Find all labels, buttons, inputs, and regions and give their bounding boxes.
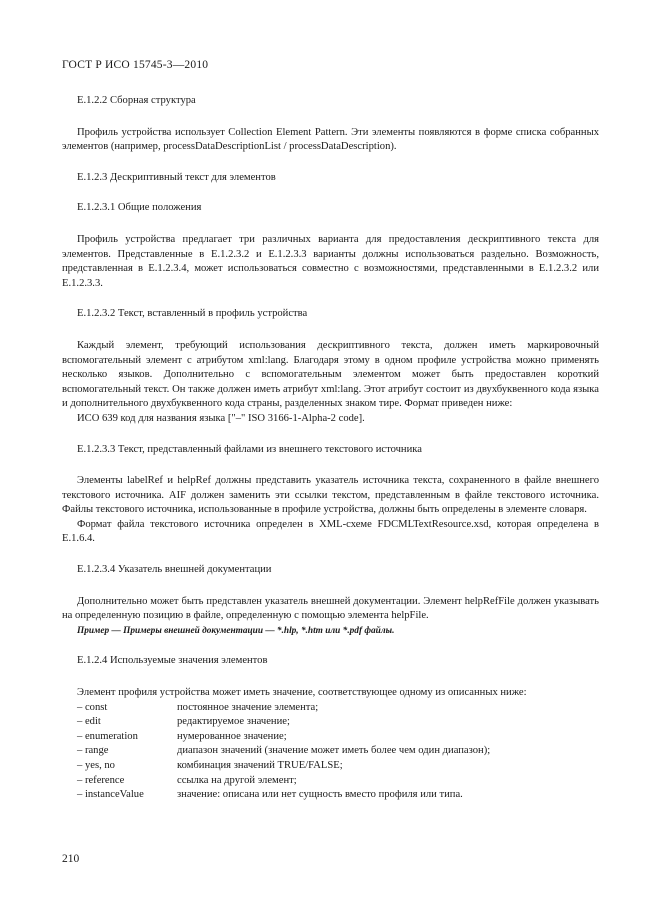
section-heading-e1223: Е.1.2.3 Дескриптивный текст для элементов xyxy=(77,171,276,183)
list-item xyxy=(77,788,599,803)
example-note: Пример — Примеры внешней документации — *.hlp, *.htm или *.pdf файлы. xyxy=(77,625,395,636)
paragraph: Формат файла текстового источника определен в XML-схеме FDCMLTextResource.xsd, которая определена в Е.1.6.4. xyxy=(62,518,599,545)
paragraph: Элемент профиля устройства может иметь значение, соответствующее одному из описанных ниже: xyxy=(77,687,527,699)
list-description: значение: описана или нет сущность вместо профиля или типа. xyxy=(177,789,463,801)
paragraph: Профиль устройства предлагает три различных варианта для предоставления дескриптивного текста для элементов. Представленные в Е.1.2.3.2 и Е.1.2.3.3 варианты должны использоваться раздельно. Возможность, представленная в Е.1.2.3.4, может использоваться совместно с возможностями, представленными в Е.1.2.3.2 или Е.1.2.3.3. xyxy=(62,233,599,289)
list-term: – yes, no xyxy=(77,760,115,771)
paragraph: Элементы labelRef и helpRef должны представить указатель источника текста, сохраненного в файле внешнего текстового источника. AIF должен заменить эти ссылки текстом, представленным в файле текстового источника. Файлы текстового источника, использованные в профиле устройства, должны быть определены в элементе словаря. xyxy=(62,475,599,516)
list-description: диапазон значений (значение может иметь более чем один диапазон); xyxy=(177,745,491,757)
list-description: комбинация значений TRUE/FALSE; xyxy=(177,760,343,771)
section-heading-e1222: Е.1.2.2 Сборная структура xyxy=(77,95,196,106)
list-description: нумерованное значение; xyxy=(177,730,287,742)
list-description: постоянное значение элемента; xyxy=(177,701,319,713)
section-heading-e12233: Е.1.2.3.3 Текст, представленный файлами из внешнего текстового источника xyxy=(77,443,422,455)
section-heading-e1224: Е.1.2.4 Используемые значения элементов xyxy=(77,655,268,667)
section-heading-e12232: Е.1.2.3.2 Текст, вставленный в профиль устройства xyxy=(77,308,308,320)
paragraph: Каждый элемент, требующий использования дескриптивного текста, должен иметь маркировочный вспомогательный элемент с атрибутом xml:lang. Благодаря этому в одном профиле устройства можно применять несколько языков. Дополнительно с вспомогательным элементом может быть предоставлен короткий вспомогательный текст. Он также должен иметь атрибут xml:lang. Этот атрибут состоит из двухбуквенного кода языка и дополнительного двухбуквенного кода страны, разделенных знаком тире. Формат приведен ниже: xyxy=(62,339,599,410)
list-item xyxy=(77,774,599,789)
paragraph: Профиль устройства использует Collection Element Pattern. Эти элементы появляются в форме списка собранных элементов (например, processDataDescriptionList / processDataDescription). xyxy=(62,126,599,153)
list-term: – instanceValue xyxy=(77,789,144,801)
paragraph: ИСО 639 код для названия языка ["–" ISO 3166-1-Alpha-2 code]. xyxy=(77,412,365,424)
document-header: ГОСТ Р ИСО 15745-3—2010 xyxy=(62,59,209,71)
list-description: редактируемое значение; xyxy=(177,716,290,728)
list-description: ссылка на другой элемент; xyxy=(177,774,297,786)
value-types-list xyxy=(77,701,599,803)
list-item xyxy=(77,759,599,774)
document-body xyxy=(62,94,599,803)
section-heading-e12231: Е.1.2.3.1 Общие положения xyxy=(77,202,202,214)
list-term: – enumeration xyxy=(77,730,138,742)
section-heading-e12234: Е.1.2.3.4 Указатель внешней документации xyxy=(77,564,272,576)
list-item xyxy=(77,701,599,716)
page-number: 210 xyxy=(62,853,80,865)
list-item xyxy=(77,715,599,730)
list-term: – range xyxy=(77,745,109,757)
list-term: – edit xyxy=(77,716,101,728)
paragraph: Дополнительно может быть представлен указатель внешней документации. Элемент helpRefFile должен указывать на определенную позицию в файле, определенную с помощью элемента helpFile. xyxy=(62,595,599,622)
list-term: – reference xyxy=(77,774,125,786)
list-item xyxy=(77,744,599,759)
list-item xyxy=(77,730,599,745)
list-term: – const xyxy=(77,701,108,713)
